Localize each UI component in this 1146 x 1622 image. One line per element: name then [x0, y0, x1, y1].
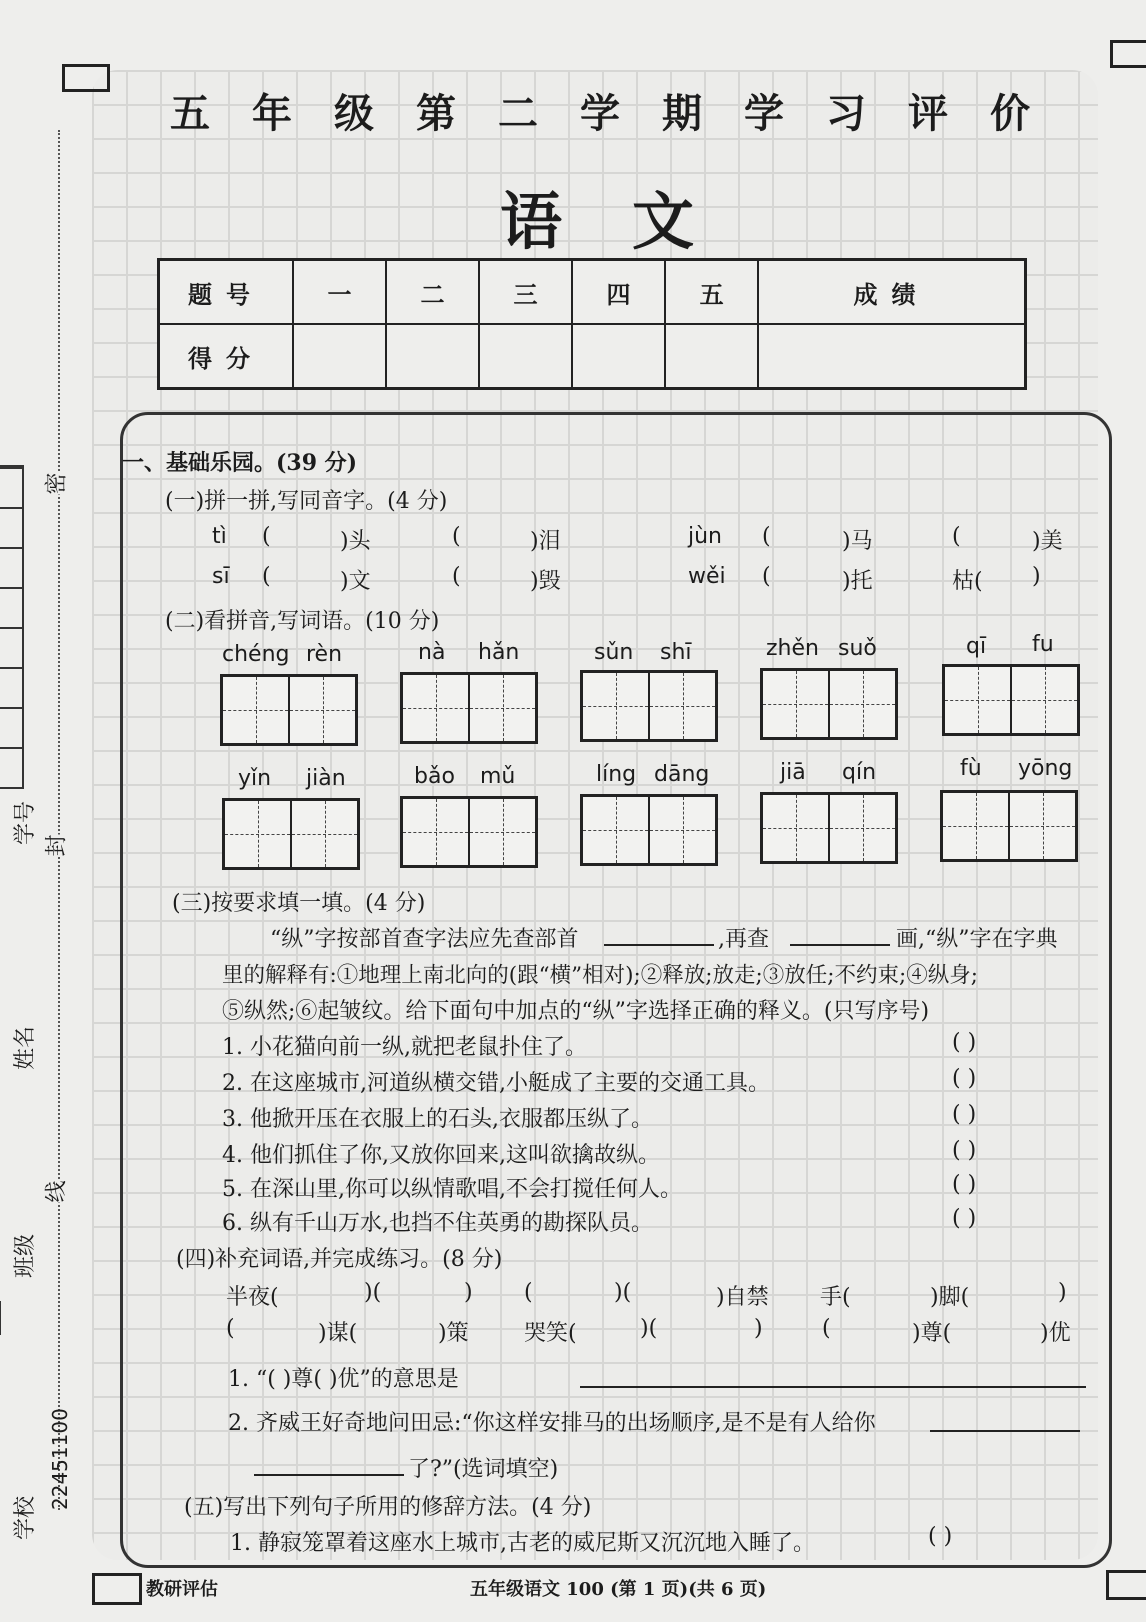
- corner-mark-top-right: [1110, 40, 1146, 68]
- pinyin: líng: [596, 762, 637, 787]
- tianzi-grid[interactable]: [580, 670, 718, 742]
- idiom-blank[interactable]: (: [226, 1316, 235, 1341]
- title-char: 习: [826, 90, 866, 137]
- title-char: 评: [908, 90, 948, 137]
- pinyin: qín: [842, 760, 877, 785]
- score-header: 四: [572, 260, 665, 325]
- part2-title: (二)看拼音,写词语。(10 分): [165, 609, 440, 634]
- answer-line[interactable]: [930, 1430, 1080, 1432]
- tianzi-grid[interactable]: [400, 672, 538, 744]
- pinyin: rèn: [306, 642, 343, 667]
- question-item: 1. 小花猫向前一纵,就把老鼠扑住了。: [222, 1035, 587, 1060]
- pinyin: qī: [966, 634, 987, 659]
- answer-line[interactable]: [254, 1474, 404, 1476]
- title-char: 五: [170, 90, 210, 137]
- score-cell[interactable]: [479, 324, 572, 389]
- seal-word-mi: 密: [40, 472, 71, 494]
- word-blank[interactable]: )美: [1032, 529, 1063, 554]
- paren: (: [262, 524, 271, 549]
- idiom-blank[interactable]: ): [754, 1316, 763, 1341]
- score-row-label: 得分: [159, 324, 294, 389]
- score-header: 成绩: [758, 260, 1025, 325]
- answer-paren[interactable]: ( ): [952, 1206, 977, 1231]
- subject-title: 语文: [500, 185, 765, 258]
- binding-strip: [0, 0, 90, 1622]
- idiom-blank[interactable]: )(: [364, 1280, 382, 1305]
- word-blank[interactable]: )头: [340, 529, 371, 554]
- answer-paren[interactable]: ( ): [952, 1066, 977, 1091]
- paren: (: [762, 524, 771, 549]
- score-table: [157, 258, 1027, 390]
- seal-dotted-line: [58, 130, 60, 1510]
- pinyin: wěi: [688, 564, 726, 589]
- score-header: 五: [665, 260, 758, 325]
- label-class: 班级: [13, 1233, 38, 1278]
- student-id-boxes: [0, 465, 24, 789]
- question-item: 6. 纵有千山万水,也挡不住英勇的勘探队员。: [222, 1211, 653, 1236]
- idiom-blank[interactable]: )自禁: [716, 1285, 769, 1310]
- idiom-blank[interactable]: )优: [1040, 1321, 1071, 1346]
- paren: (: [762, 564, 771, 589]
- answer-line[interactable]: [790, 944, 890, 946]
- title-char: 期: [662, 90, 702, 137]
- question-item: 3. 他掀开压在衣服上的石头,衣服都压纵了。: [222, 1107, 653, 1132]
- paper-code: 22451100: [48, 1408, 72, 1510]
- title-char: 二: [498, 90, 538, 137]
- pinyin: shī: [660, 640, 692, 665]
- seal-word-xian: 线: [40, 1180, 71, 1202]
- answer-line[interactable]: [580, 1386, 1086, 1388]
- part4-question-2: 2. 齐威王好奇地问田忌:“你这样安排马的出场顺序,是不是有人给你: [228, 1411, 876, 1436]
- question-item: 2. 在这座城市,河道纵横交错,小艇成了主要的交通工具。: [222, 1071, 770, 1096]
- word-blank[interactable]: )毁: [530, 569, 561, 594]
- score-cell[interactable]: [386, 324, 479, 389]
- score-header: 题号: [159, 260, 294, 325]
- score-header: 三: [479, 260, 572, 325]
- part3-text: “纵”字按部首查字法应先查部首: [270, 927, 579, 952]
- tianzi-grid[interactable]: [220, 674, 358, 746]
- pinyin: yǐn: [238, 766, 272, 791]
- idiom-blank[interactable]: )谋(: [318, 1321, 358, 1346]
- idiom-blank[interactable]: )脚(: [930, 1285, 970, 1310]
- idiom-blank[interactable]: ): [464, 1280, 473, 1305]
- section1-title: 一、基础乐园。(39 分): [122, 450, 358, 476]
- title-char: 价: [990, 90, 1030, 137]
- answer-paren[interactable]: ( ): [952, 1138, 977, 1163]
- idiom-blank[interactable]: )策: [438, 1321, 469, 1346]
- binding-fill-line: [0, 1301, 1, 1335]
- answer-paren[interactable]: ( ): [952, 1102, 977, 1127]
- part5-title: (五)写出下列句子所用的修辞方法。(4 分): [184, 1495, 592, 1520]
- tianzi-grid[interactable]: [942, 664, 1080, 736]
- score-header: 一: [293, 260, 386, 325]
- word-blank[interactable]: )泪: [530, 529, 561, 554]
- pinyin: dāng: [654, 762, 710, 787]
- exam-title: [170, 82, 1030, 139]
- idiom-blank[interactable]: 哭笑(: [524, 1321, 577, 1346]
- title-char: 级: [334, 90, 374, 137]
- pinyin: zhěn: [766, 636, 819, 661]
- pinyin: sǔn: [594, 640, 634, 665]
- answer-line[interactable]: [604, 944, 714, 946]
- idiom-blank[interactable]: ): [1058, 1280, 1067, 1305]
- part5-item-1: 1. 静寂笼罩着这座水上城市,古老的威尼斯又沉沉地入睡了。: [230, 1531, 815, 1556]
- paren: ): [1032, 564, 1041, 589]
- title-char: 学: [580, 90, 620, 137]
- pinyin: sī: [212, 564, 230, 589]
- score-header: 二: [386, 260, 479, 325]
- idiom-blank[interactable]: (: [822, 1316, 831, 1341]
- part4-title: (四)补充词语,并完成练习。(8 分): [176, 1247, 503, 1272]
- pinyin: tì: [212, 524, 227, 549]
- part3-title: (三)按要求填一填。(4 分): [172, 891, 426, 916]
- pinyin: bǎo: [414, 764, 455, 789]
- idiom-blank[interactable]: )尊(: [912, 1321, 952, 1346]
- part4-question-1: 1. “( )尊( )优”的意思是: [228, 1367, 459, 1392]
- label-school: 学校: [13, 1495, 38, 1540]
- tianzi-grid[interactable]: [400, 796, 538, 868]
- pinyin: nà: [418, 640, 446, 665]
- word-blank[interactable]: 枯(: [952, 569, 983, 594]
- pinyin: chéng: [222, 642, 290, 667]
- word-blank[interactable]: )文: [340, 569, 371, 594]
- paren: (: [452, 564, 461, 589]
- title-char: 学: [744, 90, 784, 137]
- pinyin: jiàn: [306, 766, 346, 791]
- pinyin: fu: [1032, 632, 1054, 657]
- question-item: 5. 在深山里,你可以纵情歌唱,不会打搅任何人。: [222, 1177, 682, 1202]
- title-char: 第: [416, 90, 456, 137]
- idiom-blank[interactable]: 半夜(: [226, 1285, 279, 1310]
- footer-left-text: 教研评估: [146, 1579, 218, 1600]
- pinyin: mǔ: [480, 764, 516, 789]
- idiom-blank[interactable]: )(: [640, 1316, 658, 1341]
- idiom-blank[interactable]: 手(: [820, 1285, 851, 1310]
- score-cell[interactable]: [293, 324, 386, 389]
- part3-text: 画,“纵”字在字典: [896, 927, 1058, 952]
- footer-box: [92, 1573, 142, 1605]
- seal-word-feng: 封: [40, 834, 71, 856]
- tianzi-grid[interactable]: [760, 792, 898, 864]
- part3-text: ,再查: [718, 927, 769, 952]
- title-char: 年: [252, 90, 292, 137]
- corner-mark-bottom-right: [1106, 1570, 1146, 1600]
- paren: (: [452, 524, 461, 549]
- idiom-blank[interactable]: (: [524, 1280, 533, 1305]
- idiom-blank[interactable]: )(: [614, 1280, 632, 1305]
- footer-page-info: 五年级语文 100 (第 1 页)(共 6 页): [470, 1579, 767, 1600]
- score-cell[interactable]: [758, 324, 1025, 389]
- word-blank[interactable]: )托: [842, 569, 873, 594]
- pinyin: jùn: [688, 524, 722, 549]
- tianzi-grid[interactable]: [580, 794, 718, 866]
- score-cell[interactable]: [665, 324, 758, 389]
- pinyin: hǎn: [478, 640, 520, 665]
- pinyin: suǒ: [838, 636, 877, 661]
- answer-paren[interactable]: ( ): [952, 1172, 977, 1197]
- tianzi-grid[interactable]: [940, 790, 1078, 862]
- label-student-id: 学号: [13, 800, 38, 845]
- part4-question-2-end: 了?”(选词填空): [408, 1457, 559, 1482]
- answer-paren[interactable]: ( ): [928, 1524, 953, 1549]
- part1-title: (一)拼一拼,写同音字。(4 分): [165, 489, 448, 514]
- pinyin: yōng: [1018, 756, 1073, 781]
- label-name: 姓名: [13, 1025, 38, 1070]
- tianzi-grid[interactable]: [760, 668, 898, 740]
- question-item: 4. 他们抓住了你,又放你回来,这叫欲擒故纵。: [222, 1143, 660, 1168]
- part3-text: 里的解释有:①地理上南北向的(跟“横”相对);②释放;放走;③放任;不约束;④纵身;: [222, 963, 978, 988]
- score-cell[interactable]: [572, 324, 665, 389]
- answer-paren[interactable]: ( ): [952, 1030, 977, 1055]
- paren: (: [262, 564, 271, 589]
- paren: (: [952, 524, 961, 549]
- pinyin: jiā: [780, 760, 806, 785]
- word-blank[interactable]: )马: [842, 529, 873, 554]
- tianzi-grid[interactable]: [222, 798, 360, 870]
- part3-text: ⑤纵然;⑥起皱纹。给下面句中加点的“纵”字选择正确的释义。(只写序号): [222, 999, 930, 1024]
- pinyin: fù: [960, 756, 982, 781]
